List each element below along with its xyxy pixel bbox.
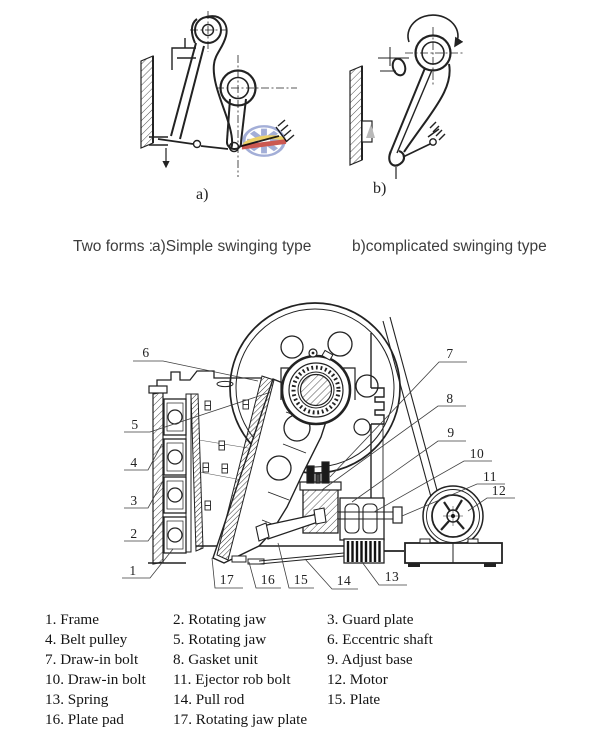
callout-12: 12 xyxy=(491,483,507,499)
guard-plate-blocks xyxy=(164,399,186,553)
spring xyxy=(344,539,404,563)
figure-b-ground-anchor xyxy=(428,122,445,140)
callout-17: 17 xyxy=(219,572,235,588)
plate-pad xyxy=(232,556,246,562)
part-item-4: 4. Belt pulley xyxy=(45,631,128,648)
pull-rod xyxy=(259,553,344,564)
part-item-1: 1. Frame xyxy=(45,611,99,628)
parts-row xyxy=(0,711,601,731)
part-item-8: 8. Gasket unit xyxy=(173,651,258,668)
part-item-2: 2. Rotating jaw xyxy=(173,611,267,628)
callout-6: 6 xyxy=(142,345,150,361)
parts-row xyxy=(0,691,601,711)
callout-11: 11 xyxy=(483,469,497,485)
part-item-3: 3. Guard plate xyxy=(327,611,414,628)
callout-14: 14 xyxy=(336,573,352,589)
figure-b-wall xyxy=(350,66,375,165)
brand-watermark-icon xyxy=(242,126,286,155)
callout-7: 7 xyxy=(446,346,454,362)
part-item-5: 5. Rotating jaw xyxy=(173,631,267,648)
figure-caption xyxy=(0,238,601,258)
callout-16: 16 xyxy=(260,572,276,588)
part-item-14: 14. Pull rod xyxy=(173,691,245,708)
part-item-6: 6. Eccentric shaft xyxy=(327,631,433,648)
parts-list xyxy=(0,611,601,731)
frame-top-bracket xyxy=(157,371,262,393)
caption-item-b: b)complicated swinging type xyxy=(352,238,547,255)
callout-10: 10 xyxy=(469,446,485,462)
figure-b-label: b) xyxy=(373,180,387,197)
figure-a-simple-swinging xyxy=(141,11,297,177)
callout-15: 15 xyxy=(293,572,309,588)
callout-3: 3 xyxy=(130,493,138,509)
motor-pulley xyxy=(423,486,483,546)
part-item-12: 12. Motor xyxy=(327,671,388,688)
parts-row xyxy=(0,611,601,631)
callout-4: 4 xyxy=(130,455,138,471)
motor-base xyxy=(405,539,502,567)
part-item-16: 16. Plate pad xyxy=(45,711,124,728)
part-item-17: 17. Rotating jaw plate xyxy=(173,711,308,728)
callout-9: 9 xyxy=(447,425,455,441)
parts-row xyxy=(0,631,601,651)
callout-13: 13 xyxy=(384,569,400,585)
callout-8: 8 xyxy=(446,391,454,407)
caption-prefix: Two forms : xyxy=(73,238,154,255)
figure-a-wall xyxy=(141,56,153,148)
figure-b-complicated-swinging xyxy=(350,15,463,179)
parts-row xyxy=(0,671,601,691)
main-figure xyxy=(122,303,515,589)
eccentric-shaft-bearing xyxy=(281,349,355,424)
parts-row xyxy=(0,651,601,671)
part-item-9: 9. Adjust base xyxy=(327,651,413,668)
callout-1: 1 xyxy=(129,563,137,579)
part-item-11: 11. Ejector rob bolt xyxy=(173,671,291,688)
figure-a-label: a) xyxy=(196,186,209,203)
callout-5: 5 xyxy=(131,417,139,433)
caption-item-a: a)Simple swinging type xyxy=(152,238,312,255)
part-item-10: 10. Draw-in bolt xyxy=(45,671,146,688)
part-item-15: 15. Plate xyxy=(327,691,381,708)
part-item-13: 13. Spring xyxy=(45,691,109,708)
callout-2: 2 xyxy=(130,526,138,542)
part-item-7: 7. Draw-in bolt xyxy=(45,651,139,668)
